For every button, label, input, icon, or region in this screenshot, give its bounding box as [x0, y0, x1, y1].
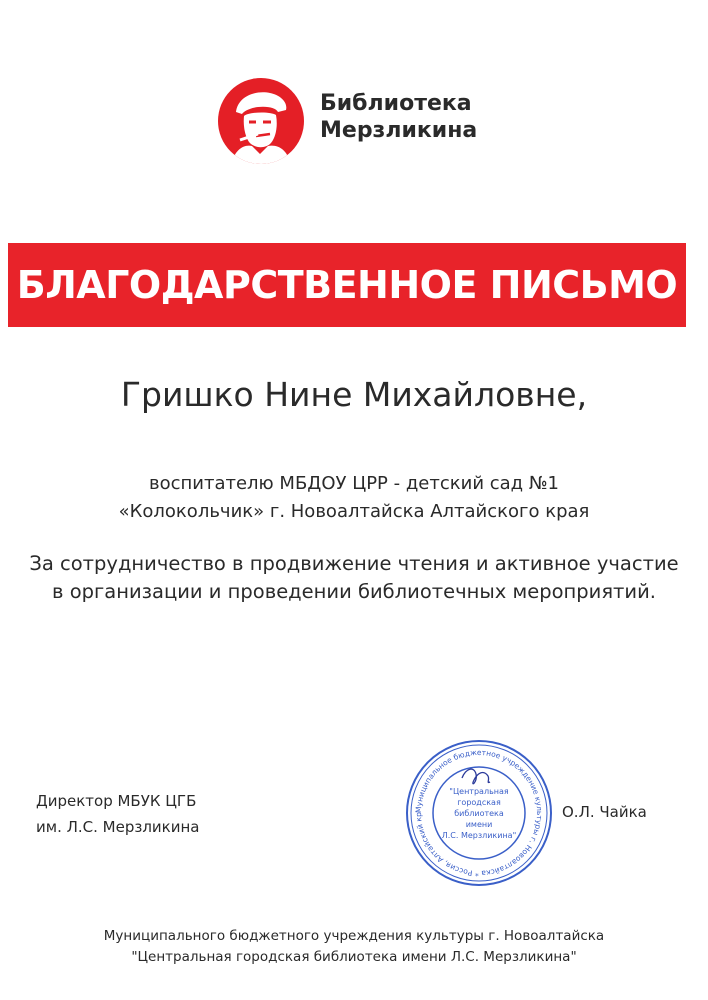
stamp-ring-text: Муниципальное бюджетное учреждение культуры г. Новоалтайска * Россия, Алтайский кр: [413, 747, 545, 879]
signatory-title-line2: им. Л.С. Мерзликина: [36, 818, 200, 836]
signatory-title: [36, 788, 199, 840]
svg-text:Муниципальное бюджетное учрежд: [404, 738, 544, 878]
logo-line2: Мерзликина: [320, 118, 478, 143]
stamp-center-line4: имени: [465, 820, 493, 829]
position-line1: воспитателю МБДОУ ЦРР - детский сад №1: [148, 473, 560, 494]
stamp-center-line2: городская: [457, 798, 501, 807]
stamp-center-line5: Л.С. Мерзликина": [441, 831, 517, 840]
logo-line1: Библиотека: [320, 91, 472, 116]
signatory-title-line1: Директор МБУК ЦГБ: [36, 792, 197, 810]
position-line2: «Колокольчик» г. Новоалтайска Алтайского края: [118, 501, 590, 522]
library-logo: [218, 78, 498, 166]
footer-line1: Муниципального бюджетного учреждения культуры г. Новоалтайска: [103, 928, 605, 944]
stamp-center-line3: библиотека: [454, 809, 504, 818]
signatory-name: О.Л. Чайка: [562, 803, 647, 821]
stamp-center-line1: "Центральная: [449, 787, 509, 796]
award-reason: [0, 550, 708, 606]
recipient-name: Гришко Нине Михайловне,: [120, 375, 588, 414]
logo-text: [320, 90, 477, 144]
footer-line2: "Центральная городская библиотека имени Л.С. Мерзликина": [131, 949, 577, 965]
issuer-footer: [0, 926, 708, 968]
reason-line1: За сотрудничество в продвижение чтения и активное участие: [29, 552, 679, 575]
portrait-logo-icon: [218, 78, 304, 164]
recipient-position: [0, 470, 708, 526]
title-banner: [8, 243, 686, 327]
handwritten-signature: [462, 769, 490, 784]
document-title: БЛАГОДАРСТВЕННОЕ ПИСЬМО: [16, 263, 678, 307]
official-stamp: [404, 738, 554, 888]
reason-line2: в организации и проведении библиотечных мероприятий.: [52, 580, 656, 603]
